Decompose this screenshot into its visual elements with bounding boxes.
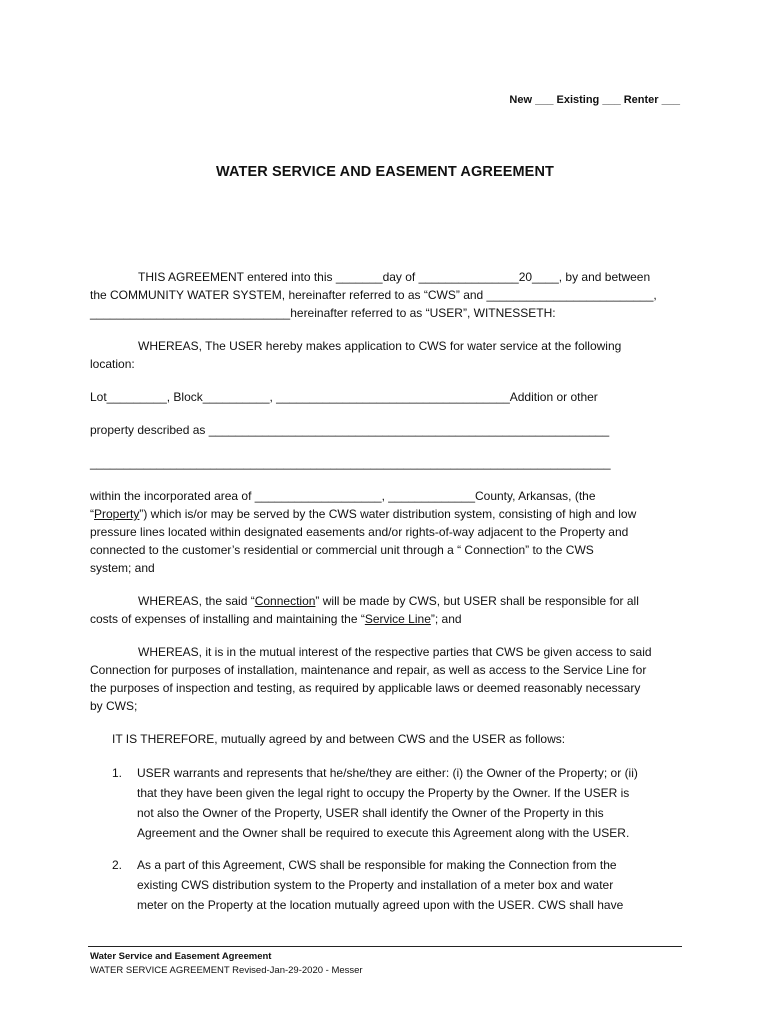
access-line: the purposes of inspection and testing, as required by applicable laws or deemed reasonably necessary: [90, 681, 641, 695]
property-line: pressure lines located within designated easements and/or rights-of-way adjacent to the Property and: [90, 525, 629, 539]
list-item: 2. As a part of this Agreement, CWS shall be responsible for making the Connection from the existing CWS distribution system to the Property and installation of a meter box and water meter on the Property at the location mutually agreed upon with the USER. CWS shall have: [90, 855, 682, 915]
defined-term-property: Property: [94, 507, 140, 521]
blank-fill-line: ______________________________________________________________________________: [90, 456, 611, 470]
intro-line: the COMMUNITY WATER SYSTEM, hereinafter referred to as “CWS” and _________________________,: [90, 288, 657, 302]
footer-divider: [88, 946, 682, 947]
lot-block-line: Lot_________, Block__________, ___________________________________Addition or other: [90, 390, 598, 404]
document-title: WATER SERVICE AND EASEMENT AGREEMENT: [216, 164, 554, 180]
footer-title: Water Service and Easement Agreement: [90, 951, 272, 962]
agreement-body: [90, 268, 682, 915]
connection-line: costs of expenses of installing and maintaining the “Service Line”; and: [90, 612, 462, 626]
property-line: connected to the customer’s residential or commercial unit through a “ Connection” to the CWS: [90, 543, 594, 557]
list-item-number: 1.: [112, 766, 123, 780]
access-line: WHEREAS, it is in the mutual interest of the respective parties that CWS be given access to said: [138, 645, 652, 659]
defined-term-connection: Connection: [254, 594, 316, 608]
defined-term-service-line: Service Line: [364, 612, 431, 626]
therefore-paragraph: IT IS THEREFORE, mutually agreed by and between CWS and the USER as follows:: [112, 732, 566, 746]
property-line: “Property”) which is/or may be served by the CWS water distribution system, consisting of high and low: [90, 507, 637, 521]
footer-revision: WATER SERVICE AGREEMENT Revised-Jan-29-2020 - Messer: [90, 965, 363, 976]
terms-list: [90, 763, 682, 915]
connection-paragraph: [90, 592, 682, 628]
access-line: by CWS;: [90, 699, 138, 713]
property-line: system; and: [90, 561, 155, 575]
intro-line: THIS AGREEMENT entered into this _______day of _______________20____, by and between: [138, 270, 651, 284]
property-paragraph: [90, 487, 682, 577]
whereas-location-paragraph: [90, 337, 682, 373]
customer-status-line: New ___ Existing ___ Renter ___: [509, 94, 680, 106]
whereas-line: location:: [90, 357, 135, 371]
intro-paragraph: [90, 268, 682, 322]
list-item-number: 2.: [112, 858, 123, 872]
property-description-line: property described as ____________________________________________________________: [90, 423, 610, 437]
property-line: within the incorporated area of ___________________, _____________County, Arkansas, (the: [90, 489, 596, 503]
whereas-line: WHEREAS, The USER hereby makes application to CWS for water service at the following: [138, 339, 622, 353]
access-paragraph: [90, 643, 682, 715]
connection-line: WHEREAS, the said “Connection” will be made by CWS, but USER shall be responsible for all: [138, 594, 639, 608]
list-item: 1. USER warrants and represents that he/she/they are either: (i) the Owner of the Property; or (ii) that they have been given the legal right to occupy the Property by the Owner. If the USER is not also the Owner of the Property, USER shall identify the Owner of the Property in this Agreement and the Owner shall be required to execute this Agreement along with the USER.: [90, 763, 682, 843]
access-line: Connection for purposes of installation, maintenance and repair, as well as access to the Service Line for: [90, 663, 647, 677]
intro-line: ______________________________hereinafter referred to as “USER”, WITNESSETH:: [90, 306, 556, 320]
